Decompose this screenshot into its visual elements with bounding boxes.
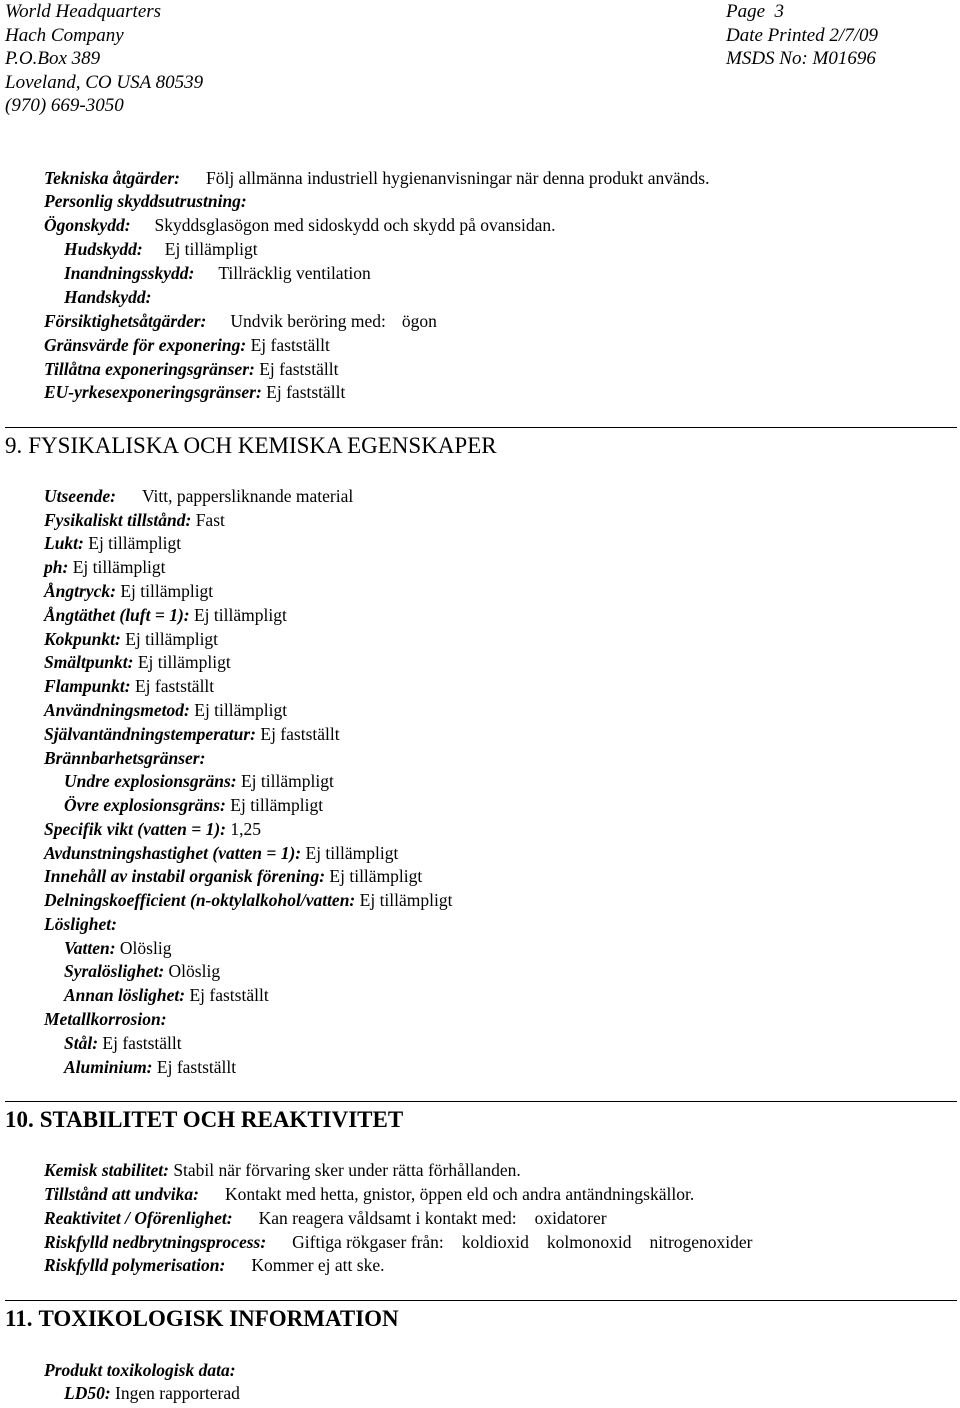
field-value: Ej tillämpligt <box>194 700 288 720</box>
field-value: koldioxid <box>461 1232 529 1252</box>
loslighet-row <box>44 913 117 935</box>
field-value: Kan reagera våldsamt i kontakt med: <box>258 1208 517 1228</box>
address-line: P.O.Box 389 <box>5 48 101 69</box>
section-title: STABILITET OCH REAKTIVITET <box>39 1107 404 1132</box>
gransvarde-row <box>44 334 330 356</box>
field-value: Kommer ej att ske. <box>251 1255 385 1275</box>
lukt-row <box>44 532 181 554</box>
field-value: Ej tillämpligt <box>137 652 231 672</box>
eu-row <box>44 381 345 403</box>
delning-row <box>44 889 452 911</box>
undvika-row <box>44 1183 694 1205</box>
document-meta <box>726 0 878 71</box>
section-number: 11. <box>5 1306 33 1331</box>
field-value: Ej tillämpligt <box>240 771 334 791</box>
field-value: Ej fastställt <box>156 1057 237 1077</box>
field-label: Utseende: <box>44 486 116 506</box>
field-label: Vatten: <box>64 938 116 958</box>
vatten-row <box>64 937 171 959</box>
stal-row <box>64 1032 182 1054</box>
field-label: Kokpunkt: <box>44 629 121 649</box>
field-label: Tekniska åtgärder: <box>44 168 180 188</box>
field-value: Ej tillämpligt <box>305 843 399 863</box>
field-label: Gränsvärde för exponering: <box>44 335 247 355</box>
inandning-row <box>64 262 371 284</box>
field-label: Lukt: <box>44 533 84 553</box>
section-divider <box>5 427 957 428</box>
field-label: Tillåtna exponeringsgränser: <box>44 359 255 379</box>
anvandning-row <box>44 699 287 721</box>
field-label: Brännbarhetsgränser: <box>44 748 206 768</box>
field-label: Reaktivitet / Oförenlighet: <box>44 1208 233 1228</box>
field-label: Inandningsskydd: <box>64 263 195 283</box>
field-label: Annan löslighet: <box>64 985 186 1005</box>
page-number: 3 <box>774 1 785 22</box>
section-number: 9. <box>5 433 23 458</box>
ph-row <box>44 556 166 578</box>
section-divider <box>5 1101 957 1102</box>
document-header <box>0 0 960 120</box>
msds-number: MSDS No: M01696 <box>726 48 876 69</box>
brannbarhet-row <box>44 747 205 769</box>
field-label: Syralöslighet: <box>64 961 165 981</box>
field-label: Avdunstningshastighet (vatten = 1): <box>44 843 302 863</box>
ogonskydd-row <box>44 214 556 236</box>
field-value: Ej fastställt <box>189 985 269 1005</box>
field-label: Ögonskydd: <box>44 215 131 235</box>
smaltpunkt-row <box>44 651 231 673</box>
field-value: Ej fastställt <box>250 335 330 355</box>
field-label: Försiktighetsåtgärder: <box>44 311 207 331</box>
ld50-row <box>64 1382 240 1404</box>
field-value: Ej tillämpligt <box>329 866 423 886</box>
reaktivitet-row <box>44 1207 607 1229</box>
field-value: Skyddsglasögon med sidoskydd och skydd på ovansidan. <box>154 215 556 235</box>
field-value: Ej fastställt <box>266 382 346 402</box>
field-value: Vitt, pappersliknande material <box>141 486 354 506</box>
field-value: Ej tillämpligt <box>125 629 219 649</box>
field-label: Riskfylld nedbrytningsprocess: <box>44 1232 267 1252</box>
forsiktighet-row <box>44 310 437 332</box>
aluminium-row <box>64 1056 236 1078</box>
address-line: World Headquarters <box>5 1 162 22</box>
field-label: Användningsmetod: <box>44 700 190 720</box>
field-label: Fysikaliskt tillstånd: <box>44 510 192 530</box>
field-label: Smältpunkt: <box>44 652 134 672</box>
field-value: Olöslig <box>168 961 221 981</box>
field-value: 1,25 <box>230 819 262 839</box>
field-value: Ej fastställt <box>259 359 339 379</box>
address-line: Hach Company <box>5 24 124 46</box>
field-value: Olöslig <box>119 938 172 958</box>
flampunkt-row <box>44 675 214 697</box>
syra-row <box>64 960 220 982</box>
section-divider <box>5 1300 957 1301</box>
section-11-heading <box>5 1306 399 1332</box>
field-label: EU-yrkesexponeringsgränser: <box>44 382 262 402</box>
sjalvantandning-row <box>44 723 340 745</box>
field-value: Ej fastställt <box>134 676 215 696</box>
instabil-row <box>44 865 422 887</box>
field-label: Löslighet: <box>44 914 117 934</box>
utseende-row <box>44 485 353 507</box>
field-label: Ångtäthet (luft = 1): <box>44 605 190 625</box>
field-label: Hudskydd: <box>64 239 143 259</box>
field-value: Tillräcklig ventilation <box>218 263 371 283</box>
nedbrytning-row <box>44 1231 753 1253</box>
field-value: Fast <box>195 510 225 530</box>
field-value: oxidatorer <box>534 1208 607 1228</box>
field-label: Ångtryck: <box>44 581 116 601</box>
field-label: Personlig skyddsutrustning: <box>44 191 247 211</box>
field-value: Ej tillämpligt <box>164 239 258 259</box>
personlig-row <box>44 190 247 212</box>
field-value: nitrogenoxider <box>649 1232 753 1252</box>
page-label: Page <box>726 1 766 22</box>
field-label: LD50: <box>64 1383 111 1403</box>
section-9-heading <box>5 433 497 459</box>
field-value: Ej tillämpligt <box>359 890 453 910</box>
field-value: ögon <box>401 311 437 331</box>
undre-row <box>64 770 334 792</box>
section-title: FYSIKALISKA OCH KEMISKA EGENSKAPER <box>28 433 497 458</box>
page-indicator <box>726 0 878 24</box>
company-address <box>5 0 203 118</box>
field-label: Metallkorrosion: <box>44 1009 167 1029</box>
tillatna-row <box>44 358 338 380</box>
field-value: Giftiga rökgaser från: <box>292 1232 444 1252</box>
address-line: Loveland, CO USA 80539 <box>5 71 204 93</box>
field-label: Aluminium: <box>64 1057 153 1077</box>
field-label: Produkt toxikologisk data: <box>44 1360 236 1380</box>
field-label: Tillstånd att undvika: <box>44 1184 199 1204</box>
field-label: Övre explosionsgräns: <box>64 795 226 815</box>
field-value: Ej fastställt <box>102 1033 182 1053</box>
field-label: Undre explosionsgräns: <box>64 771 237 791</box>
field-label: ph: <box>44 557 69 577</box>
section-number: 10. <box>5 1107 34 1132</box>
tillstand-row <box>44 509 225 531</box>
ovre-row <box>64 794 323 816</box>
field-value: Kontakt med hetta, gnistor, öppen eld och andra antändningskällor. <box>224 1184 695 1204</box>
field-label: Innehåll av instabil organisk förening: <box>44 866 326 886</box>
field-value: Stabil när förvaring sker under rätta förhållanden. <box>173 1160 521 1180</box>
handskydd-row <box>64 286 152 308</box>
field-value: Ej tillämpligt <box>120 581 214 601</box>
field-value: Ingen rapporterad <box>115 1383 240 1403</box>
kemisk-row <box>44 1159 521 1181</box>
field-label: Kemisk stabilitet: <box>44 1160 169 1180</box>
section-title: TOXIKOLOGISK INFORMATION <box>38 1306 399 1331</box>
hudskydd-row <box>64 238 258 260</box>
field-label: Delningskoefficient (n-oktylalkohol/vatten: <box>44 890 356 910</box>
polymer-row <box>44 1254 384 1276</box>
date-printed: Date Printed 2/7/09 <box>726 24 878 46</box>
specifik-row <box>44 818 261 840</box>
section-10-heading <box>5 1107 403 1133</box>
address-line: (970) 669-3050 <box>5 95 124 116</box>
field-label: Specifik vikt (vatten = 1): <box>44 819 227 839</box>
field-value: kolmonoxid <box>546 1232 632 1252</box>
metall-row <box>44 1008 167 1030</box>
field-value: Följ allmänna industriell hygienanvisningar när denna produkt används. <box>205 168 710 188</box>
field-value: Ej tillämpligt <box>88 533 182 553</box>
field-value: Ej tillämpligt <box>72 557 166 577</box>
field-value: Ej fastställt <box>260 724 340 744</box>
field-value: Undvik beröring med: <box>230 311 386 331</box>
annan-row <box>64 984 269 1006</box>
produkt-row <box>44 1359 236 1381</box>
angtathet-row <box>44 604 287 626</box>
field-label: Riskfylld polymerisation: <box>44 1255 226 1275</box>
angtryck-row <box>44 580 213 602</box>
field-label: Stål: <box>64 1033 99 1053</box>
tekniska-row <box>44 167 709 189</box>
field-label: Självantändningstemperatur: <box>44 724 256 744</box>
field-value: Ej tillämpligt <box>230 795 324 815</box>
avdunstning-row <box>44 842 398 864</box>
kokpunkt-row <box>44 628 218 650</box>
field-value: Ej tillämpligt <box>193 605 287 625</box>
field-label: Handskydd: <box>64 287 152 307</box>
field-label: Flampunkt: <box>44 676 131 696</box>
